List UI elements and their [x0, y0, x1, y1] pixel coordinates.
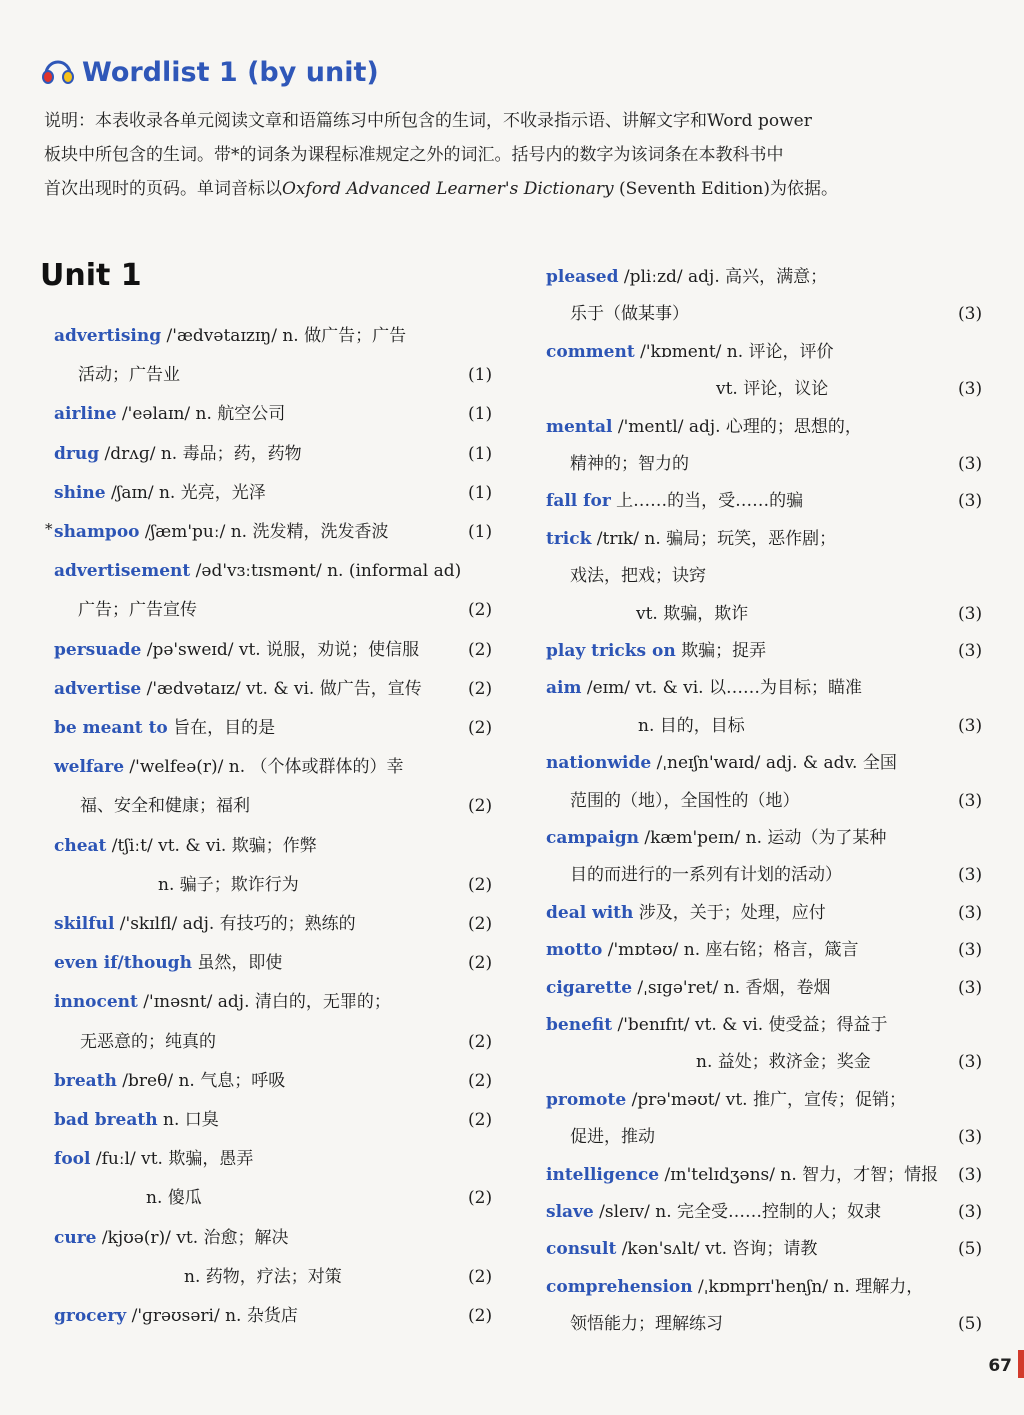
page-reference: (2) [468, 639, 493, 660]
page-reference: (3) [958, 1127, 983, 1148]
entry-definition: /breθ/ n. 气息；呼吸 [116, 1070, 286, 1091]
page-reference: (2) [468, 718, 493, 738]
headword: breath [54, 1070, 117, 1091]
headword: cheat [54, 835, 107, 856]
entry-definition: 旨在，目的是 [167, 718, 276, 738]
wordlist-entry-line [546, 486, 998, 516]
wordlist-entry-line [54, 635, 508, 665]
page-edge-marker [1018, 1350, 1024, 1378]
wordlist-entry-line [54, 399, 508, 429]
headword: welfare [54, 757, 125, 778]
headphones-icon [40, 54, 76, 90]
page-reference: (1) [468, 365, 493, 386]
entry-definition: 领悟能力；理解练习 [570, 1314, 723, 1335]
entry-definition: /'mɒtəʊ/ n. 座右铭；格言，箴言 [602, 940, 859, 961]
headword: shampoo [54, 522, 140, 542]
headword: cigarette [546, 977, 633, 998]
entry-definition: /'ɡrəʊsəri/ n. 杂货店 [126, 1306, 298, 1326]
intro-text: 首次出现时的页码。单词音标以 [44, 179, 282, 199]
entry-definition: /tʃiːt/ vt. & vi. 欺骗；作弊 [106, 835, 317, 856]
page-reference: (2) [468, 796, 493, 817]
entry-definition: /'kɒment/ n. 评论，评价 [634, 341, 834, 362]
headword: deal with [546, 902, 634, 923]
wordlist-entry-line [696, 1047, 998, 1077]
entry-definition: n. 口臭 [157, 1110, 219, 1130]
wordlist-entry-line [546, 1160, 998, 1190]
wordlist-entry-line [546, 412, 998, 442]
entry-definition: /drʌɡ/ n. 毒品；药，药物 [99, 443, 302, 464]
entry-definition: 戏法，把戏；诀窍 [570, 566, 706, 587]
entry-definition: vt. 欺骗，欺诈 [636, 603, 749, 624]
intro-line: 说明：本表收录各单元阅读文章和语篇练习中所包含的生词，不收录指示语、讲解文字和Word power [44, 111, 812, 131]
page-reference: (2) [468, 1266, 493, 1287]
entry-definition: /'welfeə(r)/ n. （个体或群体的）幸 [124, 757, 404, 778]
wordlist-entry-line [546, 1085, 998, 1115]
page-reference: (3) [958, 977, 983, 998]
entry-definition: 乐于（做某事） [570, 304, 689, 325]
page-reference: (5) [958, 1239, 983, 1260]
page-reference: (2) [468, 1110, 493, 1130]
wordlist-entry-line [78, 360, 508, 390]
headword: aim [546, 678, 582, 699]
page-reference: (2) [468, 1031, 493, 1052]
wordlist-entry-line [54, 478, 508, 508]
wordlist-entry-line [636, 599, 998, 629]
entry-definition: /'benɪfɪt/ vt. & vi. 使受益；得益于 [612, 1015, 888, 1035]
wordlist-entry-line [78, 595, 508, 625]
wordlist-entry-line [80, 791, 508, 821]
headword: bad breath [54, 1110, 158, 1130]
entry-definition: 无恶意的；纯真的 [80, 1031, 216, 1052]
entry-definition: 上……的当，受……的骗 [610, 491, 804, 512]
headword: persuade [54, 639, 142, 660]
wordlist-entry-line [546, 524, 998, 554]
page-reference: (3) [958, 491, 983, 512]
headword: trick [546, 528, 592, 549]
entry-definition: /'ædvətaɪz/ vt. & vi. 做广告，宣传 [141, 678, 422, 699]
entry-definition: /trɪk/ n. 骗局；玩笑，恶作剧； [591, 528, 837, 549]
wordlist-entry-line [570, 299, 998, 329]
wordlist-entry-line [54, 1301, 508, 1331]
wordlist-entry-line [54, 948, 508, 978]
wordlist-entry-line [546, 673, 998, 703]
entry-definition: 目的而进行的一系列有计划的活动） [570, 865, 842, 886]
wordlist-entry-line [546, 748, 998, 778]
entry-definition: /fuːl/ vt. 欺骗，愚弄 [90, 1149, 254, 1170]
wordlist-entry-line [546, 636, 998, 666]
page-reference: (2) [468, 874, 493, 895]
headword: shine [54, 482, 106, 503]
wordlist-entry-line [638, 711, 998, 741]
entry-definition: 涉及，关于；处理，应付 [633, 902, 826, 923]
headword: slave [546, 1202, 594, 1222]
page-reference: (5) [958, 1314, 983, 1335]
page-reference: (3) [958, 865, 983, 886]
dictionary-title: Oxford Advanced Learner's Dictionary [282, 179, 614, 199]
page-reference: (3) [958, 902, 983, 923]
entry-definition: /ɪn'telɪdʒəns/ n. 智力，才智；情报 [659, 1164, 939, 1185]
entry-definition: /əd'vɜːtɪsmənt/ n. (informal ad) [190, 561, 462, 582]
headword: nationwide [546, 753, 652, 774]
entry-definition: /ˌneɪʃn'waɪd/ adj. & adv. 全国 [651, 753, 897, 774]
wordlist-entry-line [54, 909, 508, 939]
page-reference: (3) [958, 454, 983, 474]
entry-definition: 活动；广告业 [78, 365, 180, 386]
headword: drug [54, 443, 100, 464]
entry-definition: /prə'məʊt/ vt. 推广，宣传；促销； [626, 1089, 906, 1110]
entry-definition: 福、安全和健康；福利 [80, 796, 250, 817]
intro-line: 板块中所包含的生词。带*的词条为课程标准规定之外的词汇。括号内的数字为该词条在本教科书中 [44, 145, 784, 165]
headword: consult [546, 1239, 617, 1260]
headword: be meant to [54, 718, 168, 738]
page-reference: (3) [958, 641, 983, 661]
headword: campaign [546, 828, 639, 848]
wordlist-entry-line [546, 823, 998, 853]
wordlist-entry-line [570, 1309, 998, 1339]
intro-note [44, 104, 994, 206]
wordlist-entry-line [546, 262, 998, 292]
entry-definition: /ʃaɪn/ n. 光亮，光泽 [105, 482, 266, 503]
wordlist-entry-line [546, 1234, 998, 1264]
page-reference: (1) [468, 404, 493, 425]
wordlist-entry-line [54, 674, 508, 704]
entry-definition: /ˌkɒmprɪ'henʃn/ n. 理解力， [692, 1276, 924, 1297]
headword: innocent [54, 992, 138, 1013]
page-reference: (3) [958, 603, 983, 624]
headword: fool [54, 1149, 91, 1170]
entry-definition: /'ɪnəsnt/ adj. 清白的，无罪的； [137, 992, 391, 1013]
page-reference: (3) [958, 940, 983, 961]
page-title: Wordlist 1 (by unit) [82, 56, 379, 88]
headword: comprehension [546, 1276, 693, 1297]
page-reference: (2) [468, 1306, 493, 1326]
entry-definition: n. 药物，疗法；对策 [184, 1266, 342, 1287]
wordlist-entry-line [146, 1183, 508, 1213]
wordlist-entry-line [546, 973, 998, 1003]
page-reference: (2) [468, 914, 493, 934]
page-reference: (3) [958, 715, 983, 736]
page-reference: (3) [958, 1052, 983, 1073]
entry-definition: /'ædvətaɪzɪŋ/ n. 做广告；广告 [161, 326, 407, 346]
wordlist-entry-line [54, 831, 508, 861]
page-reference: (1) [468, 522, 493, 542]
entry-definition: /'eəlaɪn/ n. 航空公司 [116, 404, 286, 425]
headword: mental [546, 416, 613, 437]
page-reference: (3) [958, 304, 983, 325]
wordlist-entry-line [54, 439, 508, 469]
entry-definition: n. 益处；救济金；奖金 [696, 1052, 871, 1073]
entry-definition: n. 傻瓜 [146, 1188, 202, 1209]
page-reference: (1) [468, 482, 493, 503]
page-reference: (1) [468, 443, 493, 464]
page-header [40, 52, 379, 92]
entry-definition: /kæm'peɪn/ n. 运动（为了某种 [638, 828, 887, 848]
unit-heading: Unit 1 [40, 258, 142, 293]
wordlist-entry-line [54, 1066, 508, 1096]
headword: benefit [546, 1015, 613, 1035]
entry-definition: 欺骗；捉弄 [675, 641, 767, 661]
headword: comment [546, 341, 635, 362]
wordlist-entry-line [45, 517, 508, 547]
wordlist-entry-line [158, 870, 508, 900]
wordlist-entry-line [570, 786, 998, 816]
entry-definition: /'skɪlfl/ adj. 有技巧的；熟练的 [114, 914, 356, 934]
headword: even if/though [54, 953, 192, 974]
extra-curricular-star: * [45, 520, 53, 538]
wordlist-entry-line [716, 374, 998, 404]
headword: promote [546, 1089, 627, 1110]
entry-definition: /eɪm/ vt. & vi. 以……为目标；瞄准 [581, 678, 862, 699]
headword: grocery [54, 1306, 127, 1326]
page-reference: (2) [468, 1070, 493, 1091]
page-reference: (3) [958, 1164, 983, 1185]
intro-text: (Seventh Edition)为依据。 [613, 179, 838, 199]
wordlist-entry-line [54, 1105, 508, 1135]
entry-definition: 精神的；智力的 [570, 454, 689, 474]
wordlist-entry-line [546, 1010, 998, 1040]
page-number: 67 [988, 1356, 1012, 1376]
entry-definition: /kjʊə(r)/ vt. 治愈；解决 [96, 1227, 289, 1248]
entry-definition: /'mentl/ adj. 心理的；思想的， [612, 416, 862, 437]
wordlist-entry-line [546, 898, 998, 928]
wordlist-entry-line [54, 321, 508, 351]
entry-definition: /ˌsɪɡə'ret/ n. 香烟，卷烟 [632, 977, 831, 998]
wordlist-entry-line [570, 561, 998, 591]
wordlist-entry-line [546, 337, 998, 367]
headword: skilful [54, 914, 115, 934]
entry-definition: 虽然，即使 [191, 953, 283, 974]
wordlist-entry-line [54, 1223, 508, 1253]
page-reference: (3) [958, 790, 983, 811]
entry-definition: n. 目的，目标 [638, 715, 745, 736]
headword: airline [54, 404, 117, 425]
entry-definition: /sleɪv/ n. 完全受……控制的人；奴隶 [593, 1202, 882, 1222]
wordlist-entry-line [570, 860, 998, 890]
entry-definition: /pliːzd/ adj. 高兴，满意； [618, 267, 828, 287]
entry-definition: vt. 评论，议论 [716, 379, 829, 400]
entry-definition: /ʃæm'puː/ n. 洗发精，洗发香波 [139, 522, 389, 542]
wordlist-entry-line [546, 1272, 998, 1302]
page-reference: (2) [468, 1188, 493, 1209]
headword: advertise [54, 678, 142, 699]
page-reference: (3) [958, 1202, 983, 1222]
entry-definition: 范围的（地），全国性的（地） [570, 790, 800, 811]
wordlist-entry-line [80, 1027, 508, 1057]
wordlist-entry-line [54, 1144, 508, 1174]
wordlist-entry-line [184, 1262, 508, 1292]
wordlist-entry-line [54, 713, 508, 743]
entry-definition: n. 骗子；欺诈行为 [158, 874, 299, 895]
wordlist-entry-line [570, 1122, 998, 1152]
wordlist-entry-line [54, 987, 508, 1017]
entry-definition: 促进，推动 [570, 1127, 655, 1148]
page-reference: (2) [468, 678, 493, 699]
wordlist-entry-line [54, 556, 508, 586]
entry-definition: 广告；广告宣传 [78, 600, 197, 621]
headword: fall for [546, 491, 611, 512]
intro-line [44, 172, 994, 206]
entry-definition: /pə'sweɪd/ vt. 说服，劝说；使信服 [141, 639, 420, 660]
headword: cure [54, 1227, 97, 1248]
headword: advertising [54, 326, 162, 346]
wordlist-entry-line [546, 935, 998, 965]
headword: pleased [546, 267, 619, 287]
wordlist-entry-line [54, 752, 508, 782]
wordlist-entry-line [570, 449, 998, 479]
page-reference: (2) [468, 953, 493, 974]
entry-definition: /kən'sʌlt/ vt. 咨询；请教 [616, 1239, 818, 1260]
page-reference: (3) [958, 379, 983, 400]
headword: play tricks on [546, 641, 676, 661]
headword: intelligence [546, 1164, 660, 1185]
wordlist-entry-line [546, 1197, 998, 1227]
page-reference: (2) [468, 600, 493, 621]
headword: advertisement [54, 561, 191, 582]
headword: motto [546, 940, 603, 961]
